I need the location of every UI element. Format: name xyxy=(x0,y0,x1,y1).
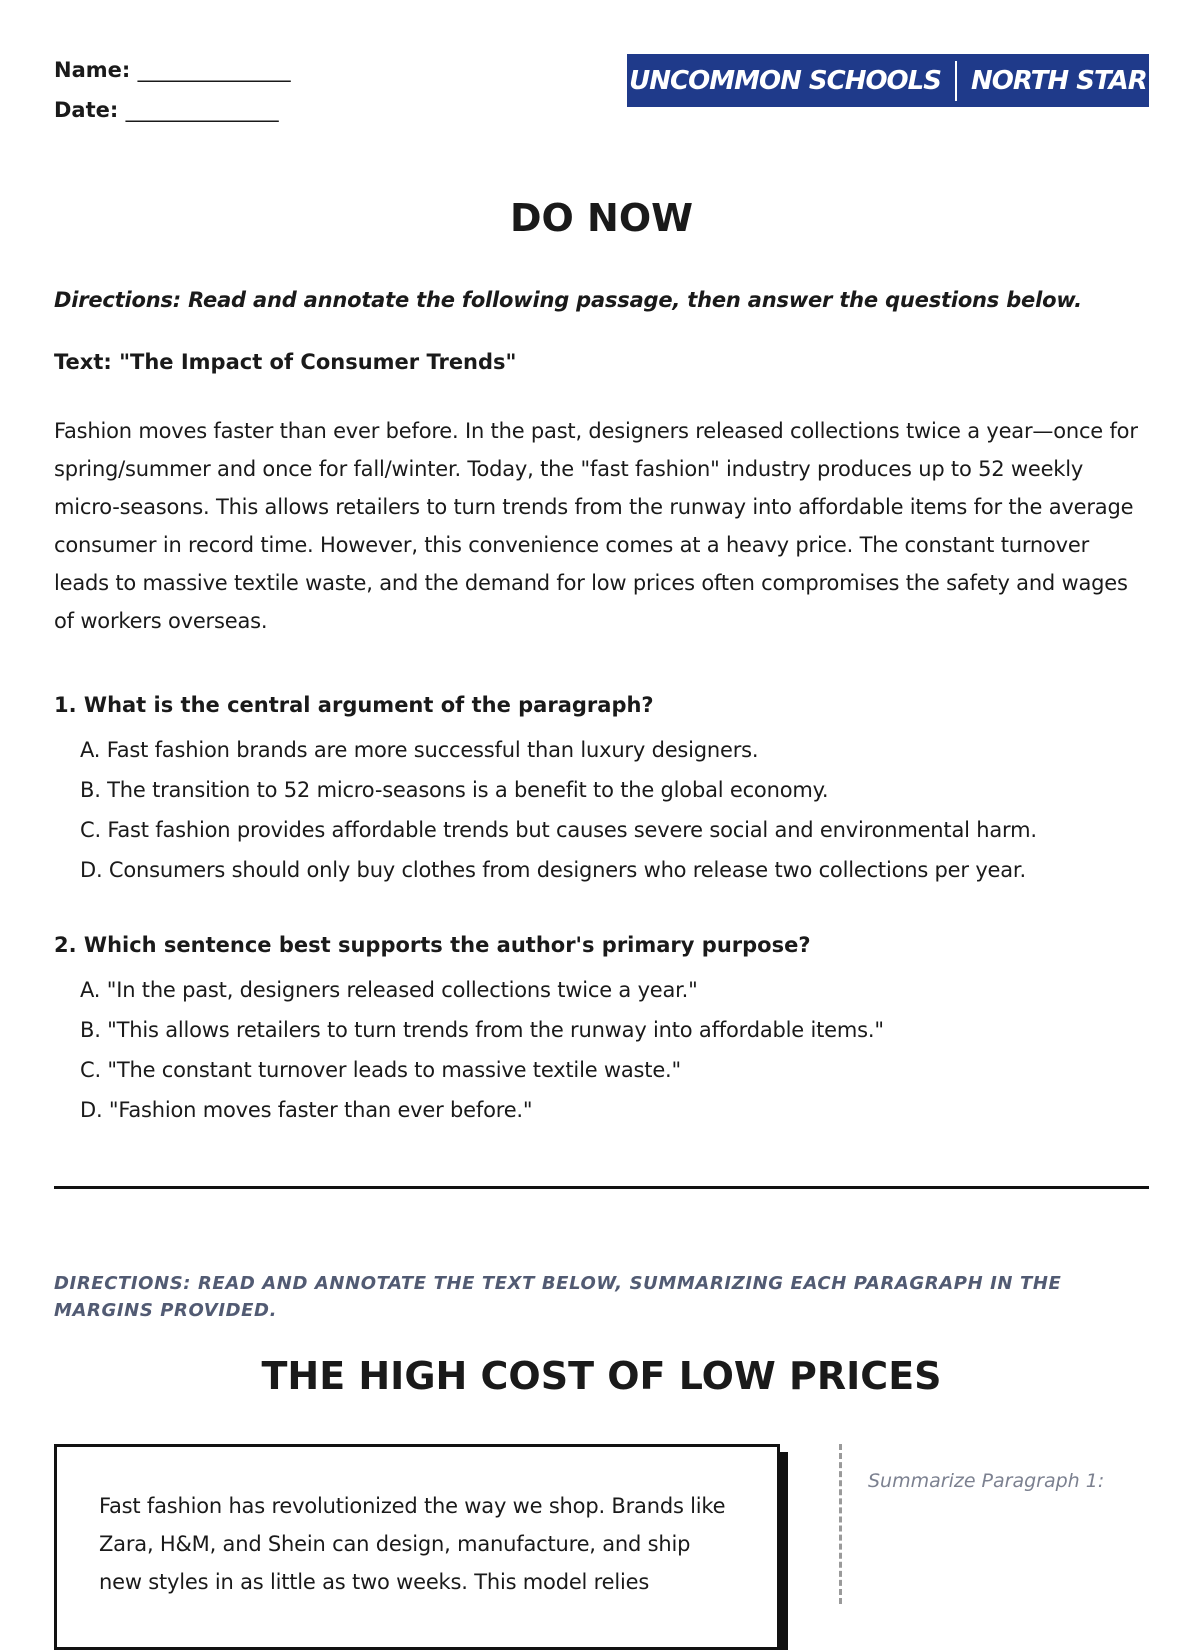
date-label: Date: xyxy=(54,98,119,122)
article-paragraph-box xyxy=(54,1444,780,1650)
reading-directions: DIRECTIONS: READ AND ANNOTATE THE TEXT BELOW, SUMMARIZING EACH PARAGRAPH IN THE MARGINS PROVIDED. xyxy=(54,1273,1062,1321)
date-blank: ________________ xyxy=(125,98,278,122)
choice-b: B. The transition to 52 micro-seasons is a benefit to the global economy. xyxy=(80,778,829,802)
school-logo-banner xyxy=(627,54,1149,107)
summary-margin-label: Summarize Paragraph 1: xyxy=(868,1470,1105,1492)
choice-b: B. "This allows retailers to turn trends from the runway into affordable items." xyxy=(80,1018,884,1042)
answer-choices xyxy=(80,970,1149,1130)
choice-d: D. "Fashion moves faster than ever before." xyxy=(80,1098,533,1122)
section-divider xyxy=(54,1186,1149,1189)
question-1 xyxy=(54,690,1149,890)
do-now-title: DO NOW xyxy=(509,196,694,240)
question-prompt: 2. Which sentence best supports the author's primary purpose? xyxy=(54,933,811,957)
choice-a: A. Fast fashion brands are more successful than luxury designers. xyxy=(80,738,759,762)
banner-left-text: UNCOMMON SCHOOLS xyxy=(629,65,941,96)
article-title: THE HIGH COST OF LOW PRICES xyxy=(261,1354,942,1398)
date-row xyxy=(54,95,290,135)
banner-right-text: NORTH STAR xyxy=(970,65,1147,96)
name-row xyxy=(54,55,290,95)
name-label: Name: xyxy=(54,58,131,82)
question-2 xyxy=(54,930,1149,1130)
question-prompt: 1. What is the central argument of the paragraph? xyxy=(54,693,654,717)
choice-c: C. "The constant turnover leads to massive textile waste." xyxy=(80,1058,681,1082)
header xyxy=(54,0,1149,150)
choice-c: C. Fast fashion provides affordable trends but causes severe social and environmental harm. xyxy=(80,818,1037,842)
article-paragraph-1: Fast fashion has revolutionized the way we shop. Brands like Zara, H&M, and Shein can design, manufacture, and ship new styles in as little as two weeks. This model relies xyxy=(99,1494,726,1594)
choice-d: D. Consumers should only buy clothes from designers who release two collections per year. xyxy=(80,858,1026,882)
text-title: Text: "The Impact of Consumer Trends" xyxy=(54,350,517,374)
passage: Fashion moves faster than ever before. In the past, designers released collections twice a year—once for spring/summer and once for fall/winter. Today, the "fast fashion" industry produces up to 52 weekly micro-seasons. This allows retailers to turn trends from the runway into affordable items for the average consumer in record time. However, this convenience comes at a heavy price. The constant turnover leads to massive textile waste, and the demand for low prices often compromises the safety and wages of workers overseas. xyxy=(54,419,1138,633)
answer-choices xyxy=(80,730,1149,890)
name-blank: ________________ xyxy=(137,58,290,82)
do-now-directions: Directions: Read and annotate the following passage, then answer the questions below. xyxy=(54,288,1082,312)
name-date-block xyxy=(54,55,290,135)
worksheet-page xyxy=(54,0,1149,1600)
margin-dashed-line xyxy=(839,1444,842,1604)
choice-a: A. "In the past, designers released collections twice a year." xyxy=(80,978,698,1002)
banner-separator xyxy=(955,61,957,101)
